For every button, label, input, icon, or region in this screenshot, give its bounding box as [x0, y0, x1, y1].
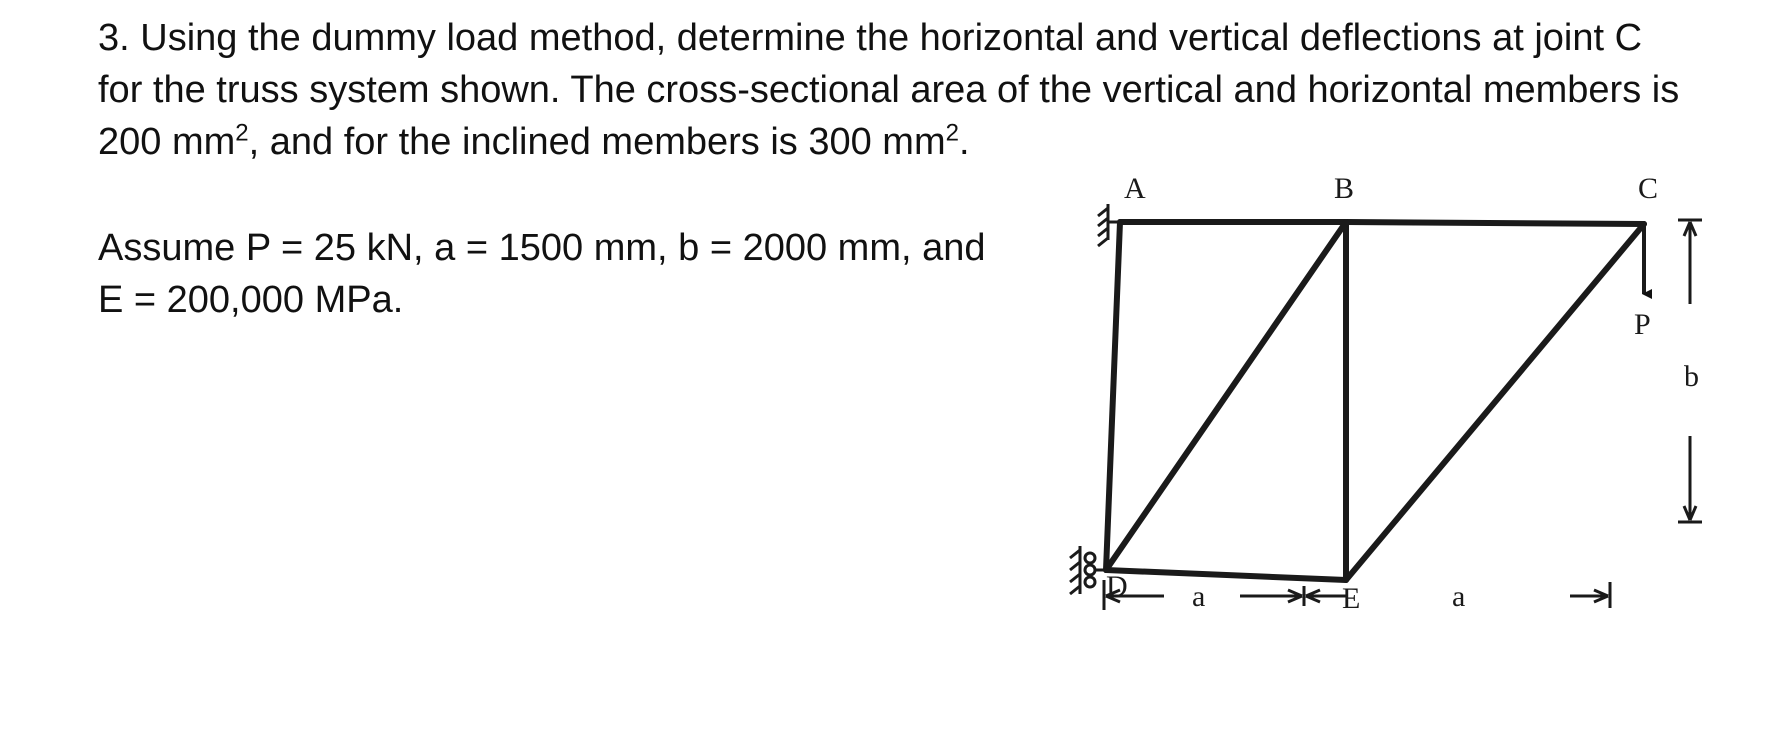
problem-line-3	[98, 116, 1738, 168]
problem-line-1: 3. Using the dummy load method, determine the horizontal and vertical deflections at joint C	[98, 17, 1643, 59]
truss-members	[1106, 222, 1644, 580]
problem-statement	[98, 12, 1738, 168]
member-AD	[1106, 222, 1120, 570]
problem-line-2: for the truss system shown. The cross-sectional area of the vertical and horizontal members is	[98, 69, 1680, 111]
joint-label-E: E	[1342, 582, 1361, 615]
assumptions	[98, 222, 998, 326]
truss-figure	[1040, 174, 1730, 719]
period: .	[958, 121, 970, 163]
member-DB	[1106, 222, 1346, 570]
dimension-label-b: b	[1684, 360, 1699, 393]
truss-diagram	[1040, 174, 1730, 719]
dimension-label-a-left: a	[1192, 580, 1206, 613]
joint-label-C: C	[1638, 174, 1659, 205]
area-value-1: 200 mm	[98, 121, 236, 163]
joint-label-B: B	[1334, 174, 1355, 205]
area-text-2: , and for the inclined members is 300 mm	[248, 121, 946, 163]
joint-label-A: A	[1124, 174, 1146, 205]
member-DE	[1106, 570, 1346, 580]
assume-line-2: E = 200,000 MPa.	[98, 279, 404, 321]
superscript-1: 2	[235, 119, 249, 147]
joint-label-D: D	[1106, 570, 1128, 603]
dimension-label-a-right: a	[1452, 580, 1466, 613]
roller-support-D	[1070, 546, 1106, 594]
superscript-2: 2	[945, 119, 959, 147]
load-label-P: P	[1634, 308, 1651, 341]
member-EC	[1346, 224, 1644, 580]
member-BC	[1346, 222, 1644, 224]
assume-line-1: Assume P = 25 kN, a = 1500 mm, b = 2000 mm, and	[98, 227, 986, 269]
